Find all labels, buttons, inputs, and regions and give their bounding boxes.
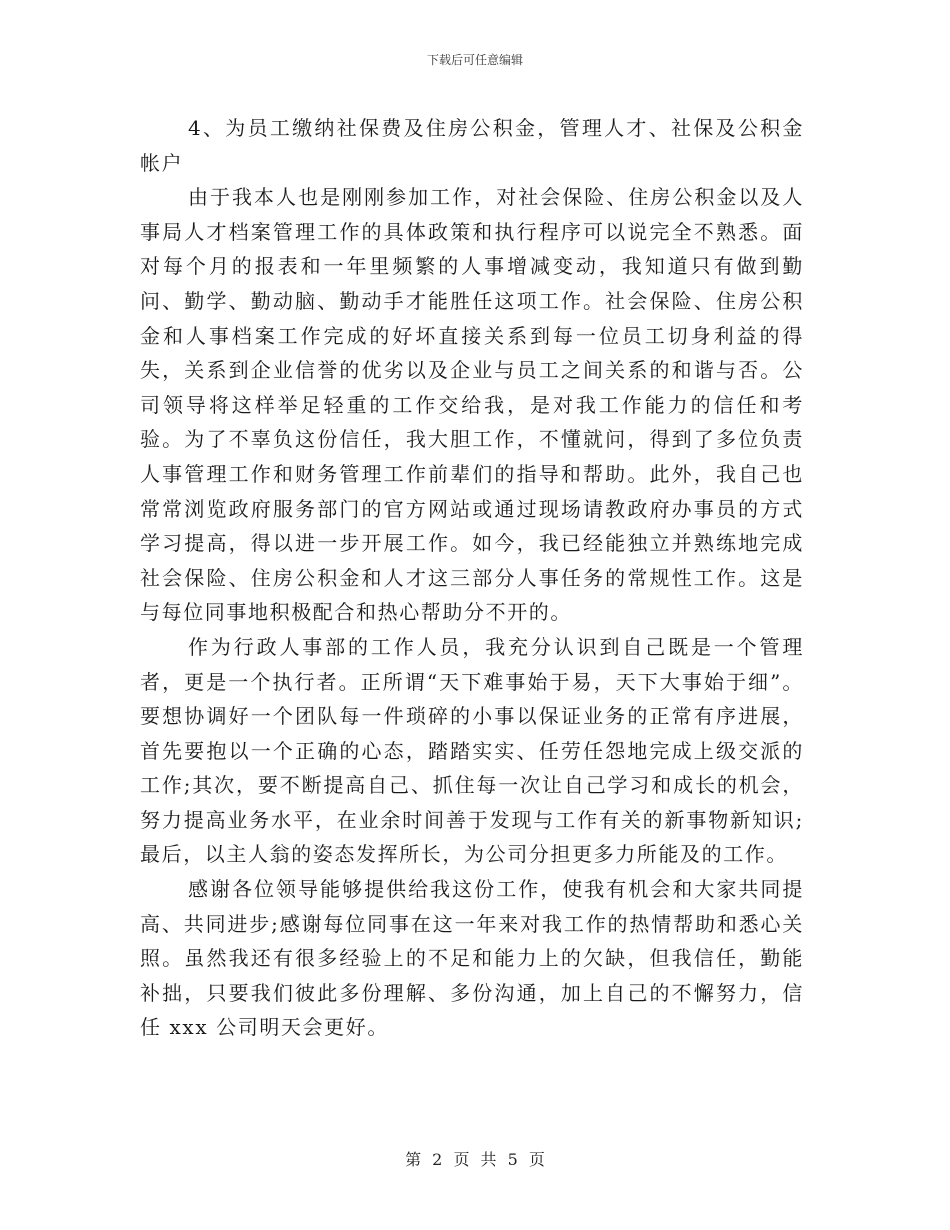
page-number-footer: 第 2 页 共 5 页 [405, 1150, 545, 1169]
paragraph-social-insurance: 由于我本人也是刚刚参加工作，对社会保险、住房公积金以及人事局人才档案管理工作的具体政策和执行程序可以说完全不熟悉。面对每个月的报表和一年里频繁的人事增减变动，我知道只有做到勤问、勤学、勤动脑、勤动手才能胜任这项工作。社会保险、住房公积金和人事档案工作完成的好坏直接关系到每一位员工切身利益的得失，关系到企业信誉的优劣以及企业与员工之间关系的和谐与否。公司领导将这样举足轻重的工作交给我，是对我工作能力的信任和考验。为了不辜负这份信任，我大胆工作，不懂就问，得到了多位负责人事管理工作和财务管理工作前辈们的指导和帮助。此外，我自己也常常浏览政府服务部门的官方网站或通过现场请教政府办事员的方式学习提高，得以进一步开展工作。如今，我已经能独立并熟练地完成社会保险、住房公积金和人才这三部分人事任务的常规性工作。这是与每位同事地积极配合和热心帮助分不开的。 [140, 185, 804, 625]
document-body [140, 111, 804, 1045]
paragraph-thanks: 感谢各位领导能够提供给我这份工作，使我有机会和大家共同提高、共同进步;感谢每位同事在这一年来对我工作的热情帮助和悉心关照。虽然我还有很多经验上的不足和能力上的欠缺，但我信任，勤能补拙，只要我们彼此多份理解、多份沟通，加上自己的不懈努力，信任 xxx 公司明天会更好。 [140, 877, 804, 1040]
paragraph-item-4: 4、为员工缴纳社保费及住房公积金，管理人才、社保及公积金帐户 [140, 116, 804, 175]
page-header: 下载后可任意编辑 [426, 53, 523, 67]
paragraph-admin-role: 作为行政人事部的工作人员，我充分认识到自己既是一个管理者，更是一个执行者。正所谓“天下难事始于易，天下大事始于细”。要想协调好一个团队每一件琐碎的小事以保证业务的正常有序进展，首先要抱以一个正确的心态，踏踏实实、任劳任怨地完成上级交派的工作;其次，要不断提高自己、抓住每一次让自己学习和成长的机会，努力提高业务水平，在业余时间善于发现与工作有关的新事物新知识;最后，以主人翁的姿态发挥所长，为公司分担更多力所能及的工作。 [140, 634, 804, 867]
